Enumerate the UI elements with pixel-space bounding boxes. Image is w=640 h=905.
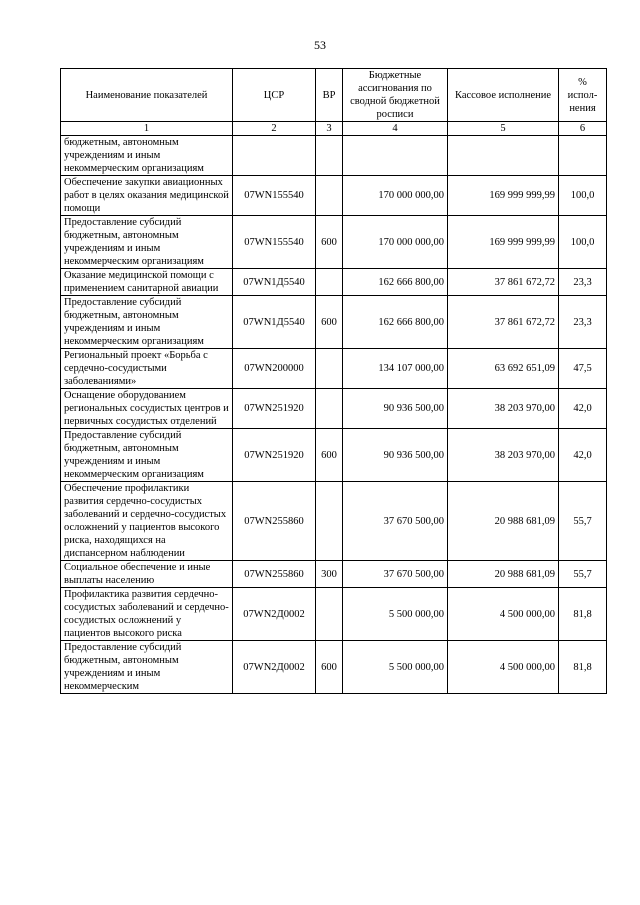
vr-cell: 600 bbox=[316, 641, 343, 694]
table-body bbox=[61, 136, 607, 694]
column-number: 2 bbox=[233, 122, 316, 136]
execution-percent-cell: 55,7 bbox=[559, 561, 607, 588]
table-row bbox=[61, 482, 607, 561]
indicator-name-cell: Обеспечение закупки авиационных работ в целях оказания медицинской помощи bbox=[61, 176, 233, 216]
indicator-name-cell: Профилактика развития сердечно-сосудистых заболеваний и сердечно-сосудистых осложнений у пациентов высокого риска bbox=[61, 588, 233, 641]
csr-cell: 07WN255860 bbox=[233, 561, 316, 588]
table-row bbox=[61, 216, 607, 269]
budget-execution-table bbox=[60, 68, 607, 694]
vr-cell: 600 bbox=[316, 296, 343, 349]
cash-execution-cell bbox=[448, 136, 559, 176]
execution-percent-cell: 42,0 bbox=[559, 429, 607, 482]
indicator-name-cell: бюджетным, автономным учреждениям и иным некоммерческим организациям bbox=[61, 136, 233, 176]
column-number: 3 bbox=[316, 122, 343, 136]
cash-execution-cell: 169 999 999,99 bbox=[448, 176, 559, 216]
cash-execution-cell: 4 500 000,00 bbox=[448, 588, 559, 641]
table-row bbox=[61, 176, 607, 216]
cash-execution-cell: 20 988 681,09 bbox=[448, 561, 559, 588]
indicator-name-cell: Оснащение оборудованием региональных сосудистых центров и первичных сосудистых отделений bbox=[61, 389, 233, 429]
table-row bbox=[61, 561, 607, 588]
table-row bbox=[61, 641, 607, 694]
csr-cell: 07WN200000 bbox=[233, 349, 316, 389]
budget-allocation-cell: 37 670 500,00 bbox=[343, 482, 448, 561]
budget-allocation-cell: 37 670 500,00 bbox=[343, 561, 448, 588]
vr-cell: 600 bbox=[316, 429, 343, 482]
cash-execution-cell: 38 203 970,00 bbox=[448, 389, 559, 429]
table-row bbox=[61, 429, 607, 482]
header-row bbox=[61, 69, 607, 122]
indicator-name-cell: Социальное обеспечение и иные выплаты населению bbox=[61, 561, 233, 588]
header-name: Наименование показателей bbox=[61, 69, 233, 122]
vr-cell bbox=[316, 269, 343, 296]
budget-allocation-cell: 170 000 000,00 bbox=[343, 216, 448, 269]
execution-percent-cell: 55,7 bbox=[559, 482, 607, 561]
table-row bbox=[61, 296, 607, 349]
indicator-name-cell: Обеспечение профилактики развития сердечно-сосудистых заболеваний и сердечно-сосудистых осложнений у пациентов высокого риска, находящихся на диспансерном наблюдении bbox=[61, 482, 233, 561]
vr-cell bbox=[316, 389, 343, 429]
csr-cell: 07WN251920 bbox=[233, 389, 316, 429]
vr-cell bbox=[316, 176, 343, 216]
vr-cell bbox=[316, 136, 343, 176]
column-number: 6 bbox=[559, 122, 607, 136]
budget-allocation-cell: 134 107 000,00 bbox=[343, 349, 448, 389]
execution-percent-cell: 23,3 bbox=[559, 269, 607, 296]
vr-cell: 600 bbox=[316, 216, 343, 269]
header-csr: ЦСР bbox=[233, 69, 316, 122]
column-number: 5 bbox=[448, 122, 559, 136]
indicator-name-cell: Предоставление субсидий бюджетным, автономным учреждениям и иным некоммерческим организациям bbox=[61, 429, 233, 482]
indicator-name-cell: Предоставление субсидий бюджетным, автономным учреждениям и иным некоммерческим организациям bbox=[61, 216, 233, 269]
budget-allocation-cell bbox=[343, 136, 448, 176]
header-pct: % испол-нения bbox=[559, 69, 607, 122]
cash-execution-cell: 37 861 672,72 bbox=[448, 296, 559, 349]
execution-percent-cell: 100,0 bbox=[559, 216, 607, 269]
indicator-name-cell: Оказание медицинской помощи с применением санитарной авиации bbox=[61, 269, 233, 296]
vr-cell bbox=[316, 482, 343, 561]
csr-cell: 07WN1Д5540 bbox=[233, 269, 316, 296]
table-row bbox=[61, 269, 607, 296]
table-row bbox=[61, 349, 607, 389]
cash-execution-cell: 169 999 999,99 bbox=[448, 216, 559, 269]
budget-allocation-cell: 162 666 800,00 bbox=[343, 296, 448, 349]
table-row bbox=[61, 136, 607, 176]
table-row bbox=[61, 389, 607, 429]
execution-percent-cell bbox=[559, 136, 607, 176]
column-number: 4 bbox=[343, 122, 448, 136]
table-row bbox=[61, 588, 607, 641]
budget-allocation-cell: 90 936 500,00 bbox=[343, 429, 448, 482]
csr-cell: 07WN1Д5540 bbox=[233, 296, 316, 349]
csr-cell: 07WN155540 bbox=[233, 176, 316, 216]
vr-cell: 300 bbox=[316, 561, 343, 588]
vr-cell bbox=[316, 349, 343, 389]
csr-cell: 07WN2Д0002 bbox=[233, 641, 316, 694]
header-cash: Кассовое исполнение bbox=[448, 69, 559, 122]
indicator-name-cell: Региональный проект «Борьба с сердечно-сосудистыми заболеваниями» bbox=[61, 349, 233, 389]
csr-cell: 07WN255860 bbox=[233, 482, 316, 561]
execution-percent-cell: 100,0 bbox=[559, 176, 607, 216]
column-number: 1 bbox=[61, 122, 233, 136]
cash-execution-cell: 20 988 681,09 bbox=[448, 482, 559, 561]
execution-percent-cell: 81,8 bbox=[559, 588, 607, 641]
budget-allocation-cell: 5 500 000,00 bbox=[343, 588, 448, 641]
csr-cell bbox=[233, 136, 316, 176]
page-number: 53 bbox=[314, 38, 326, 52]
budget-allocation-cell: 162 666 800,00 bbox=[343, 269, 448, 296]
header-vr: ВР bbox=[316, 69, 343, 122]
indicator-name-cell: Предоставление субсидий бюджетным, автономным учреждениям и иным некоммерческим организациям bbox=[61, 296, 233, 349]
budget-allocation-cell: 5 500 000,00 bbox=[343, 641, 448, 694]
cash-execution-cell: 38 203 970,00 bbox=[448, 429, 559, 482]
execution-percent-cell: 47,5 bbox=[559, 349, 607, 389]
cash-execution-cell: 4 500 000,00 bbox=[448, 641, 559, 694]
cash-execution-cell: 63 692 651,09 bbox=[448, 349, 559, 389]
header-budget: Бюджетные ассигнования по сводной бюджетной росписи bbox=[343, 69, 448, 122]
csr-cell: 07WN155540 bbox=[233, 216, 316, 269]
budget-allocation-cell: 170 000 000,00 bbox=[343, 176, 448, 216]
execution-percent-cell: 23,3 bbox=[559, 296, 607, 349]
csr-cell: 07WN251920 bbox=[233, 429, 316, 482]
execution-percent-cell: 42,0 bbox=[559, 389, 607, 429]
indicator-name-cell: Предоставление субсидий бюджетным, автономным учреждениям и иным некоммерческим bbox=[61, 641, 233, 694]
budget-allocation-cell: 90 936 500,00 bbox=[343, 389, 448, 429]
column-number-row bbox=[61, 122, 607, 136]
cash-execution-cell: 37 861 672,72 bbox=[448, 269, 559, 296]
execution-percent-cell: 81,8 bbox=[559, 641, 607, 694]
vr-cell bbox=[316, 588, 343, 641]
csr-cell: 07WN2Д0002 bbox=[233, 588, 316, 641]
